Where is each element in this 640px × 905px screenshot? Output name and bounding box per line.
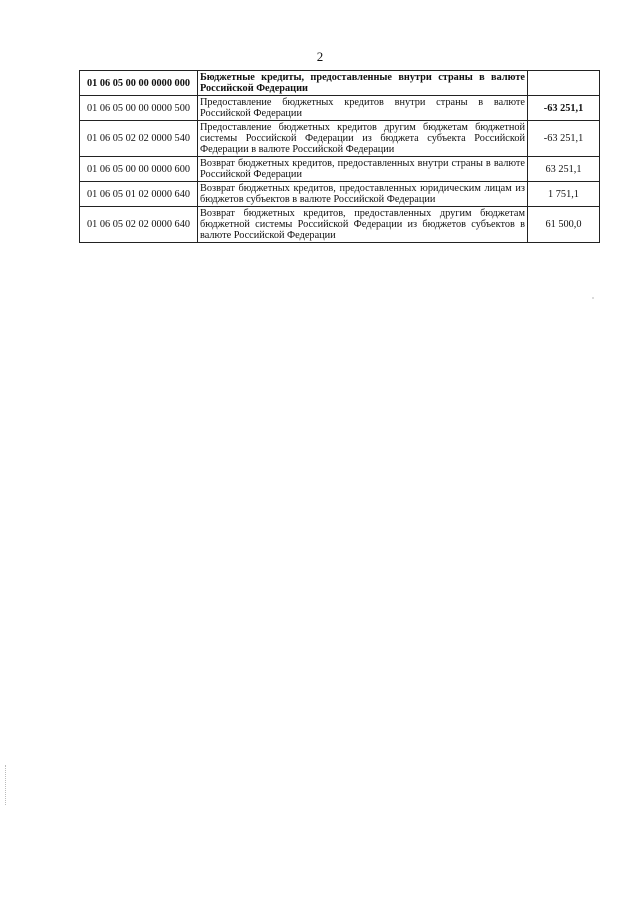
amount-cell: 61 500,0	[528, 207, 600, 243]
description-cell: Бюджетные кредиты, предоставленные внутри страны в валюте Российской Федерации	[198, 71, 528, 96]
budget-code-cell: 01 06 05 02 02 0000 640	[80, 207, 198, 243]
budget-code-cell: 01 06 05 00 00 0000 500	[80, 96, 198, 121]
table-row	[80, 182, 600, 207]
corner-mark: "	[592, 298, 595, 303]
description-cell: Предоставление бюджетных кредитов другим бюджетам бюджетной системы Российской Федерации из бюджета субъекта Российской Федерации в валюте Российской Федерации	[198, 121, 528, 157]
scan-margin-specks	[5, 765, 7, 805]
budget-code-cell: 01 06 05 00 00 0000 000	[80, 71, 198, 96]
description-cell: Предоставление бюджетных кредитов внутри страны в валюте Российской Федерации	[198, 96, 528, 121]
table-row	[80, 157, 600, 182]
budget-code-cell: 01 06 05 01 02 0000 640	[80, 182, 198, 207]
budget-code-cell: 01 06 05 00 00 0000 600	[80, 157, 198, 182]
amount-cell: -63 251,1	[528, 121, 600, 157]
amount-cell	[528, 71, 600, 96]
page-number: 2	[316, 49, 324, 64]
description-cell: Возврат бюджетных кредитов, предоставленных другим бюджетам бюджетной системы Российской Федерации из бюджетов субъектов в валюте Российской Федерации	[198, 207, 528, 243]
description-cell: Возврат бюджетных кредитов, предоставленных юридическим лицам из бюджетов субъектов в валюте Российской Федерации	[198, 182, 528, 207]
table-row	[80, 207, 600, 243]
description-cell: Возврат бюджетных кредитов, предоставленных внутри страны в валюте Российской Федерации	[198, 157, 528, 182]
amount-cell: -63 251,1	[528, 96, 600, 121]
budget-sources-table	[79, 70, 600, 243]
amount-cell: 63 251,1	[528, 157, 600, 182]
table-row	[80, 96, 600, 121]
budget-code-cell: 01 06 05 02 02 0000 540	[80, 121, 198, 157]
amount-cell: 1 751,1	[528, 182, 600, 207]
table-row	[80, 121, 600, 157]
table-row	[80, 71, 600, 96]
